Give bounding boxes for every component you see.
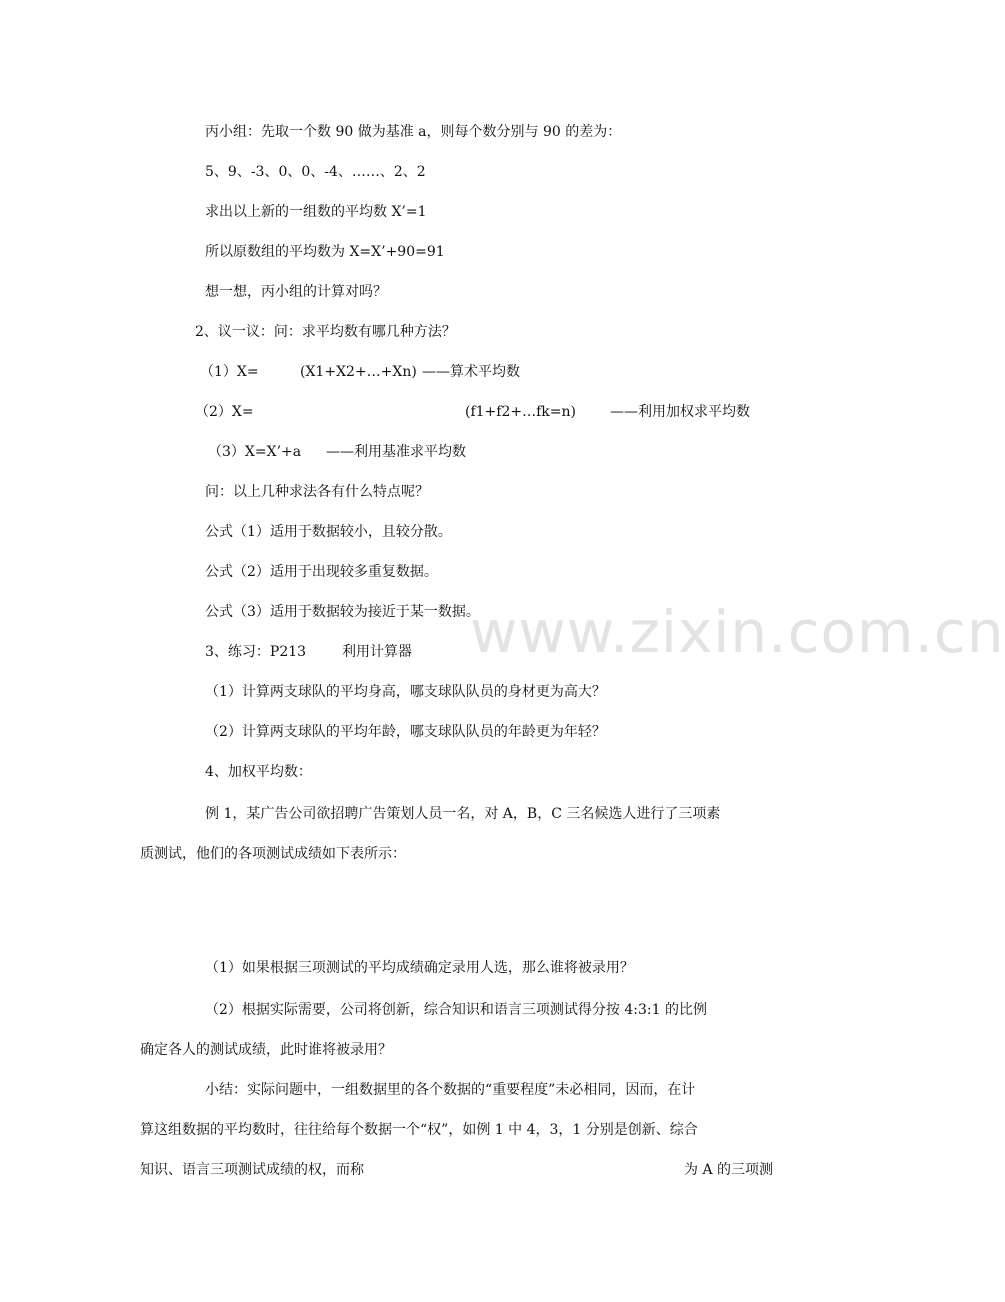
formula-label: （2）X= (195, 404, 254, 420)
formula-label: （1）X= (200, 364, 259, 380)
text-line: 求出以上新的一组数的平均数 X’=1 (205, 204, 427, 220)
text-line: 算这组数据的平均数时，往往给每个数据一个“权”，如例 1 中 4，3，1 分别是创新、综合 (140, 1122, 698, 1138)
text-line: 利用计算器 (342, 644, 412, 660)
text-line: 所以原数组的平均数为 X=X’+90=91 (205, 244, 445, 260)
text-line: 例 1，某广告公司欲招聘广告策划人员一名，对 A，B，C 三名候选人进行了三项素 (205, 806, 721, 822)
text-line: （1）如果根据三项测试的平均成绩确定录用人选，那么谁将被录用？ (205, 960, 634, 976)
text-line: 小结：实际问题中，一组数据里的各个数据的“重要程度”未必相同，因而，在计 (205, 1082, 696, 1098)
text-line: 确定各人的测试成绩，此时谁将被录用？ (140, 1042, 392, 1058)
text-line: （1）计算两支球队的平均身高，哪支球队队员的身材更为高大？ (205, 684, 606, 700)
text-line: 丙小组：先取一个数 90 做为基准 a，则每个数分别与 90 的差为： (205, 124, 622, 140)
formula-description: ——利用加权求平均数 (610, 404, 750, 420)
text-line: 公式（2）适用于出现较多重复数据。 (205, 564, 438, 580)
formula-expression: (X1+X2+…+Xn) (300, 364, 417, 380)
text-line: 公式（3）适用于数据较为接近于某一数据。 (205, 604, 480, 620)
text-line: （2）根据实际需要，公司将创新，综合知识和语言三项测试得分按 4:3:1 的比例 (205, 1002, 707, 1018)
watermark: www.zixin.com.cn (470, 598, 1005, 666)
text-line: 为 A 的三项测 (684, 1162, 774, 1178)
section-heading: 3、练习：P213 (205, 644, 307, 660)
section-heading: 2、议一议：问：求平均数有哪几种方法？ (195, 324, 456, 340)
formula-description: ——利用基准求平均数 (326, 444, 466, 460)
formula-description: ——算术平均数 (422, 364, 520, 380)
text-line: 公式（1）适用于数据较小，且较分散。 (205, 524, 452, 540)
text-line: 问：以上几种求法各有什么特点呢？ (205, 484, 429, 500)
text-line: 知识、语言三项测试成绩的权，而称 (140, 1162, 364, 1178)
text-line: 质测试，他们的各项测试成绩如下表所示： (140, 846, 406, 862)
text-line: 5、9、-3、0、0、-4、……、2、2 (205, 164, 426, 180)
section-heading: 4、加权平均数： (205, 764, 312, 780)
text-line: 想一想，丙小组的计算对吗？ (205, 284, 387, 300)
text-line: （2）计算两支球队的平均年龄，哪支球队队员的年龄更为年轻？ (205, 724, 606, 740)
formula-expression: (f1+f2+…fk=n) (465, 404, 576, 420)
formula-label: （3）X=X’+a (208, 444, 302, 460)
